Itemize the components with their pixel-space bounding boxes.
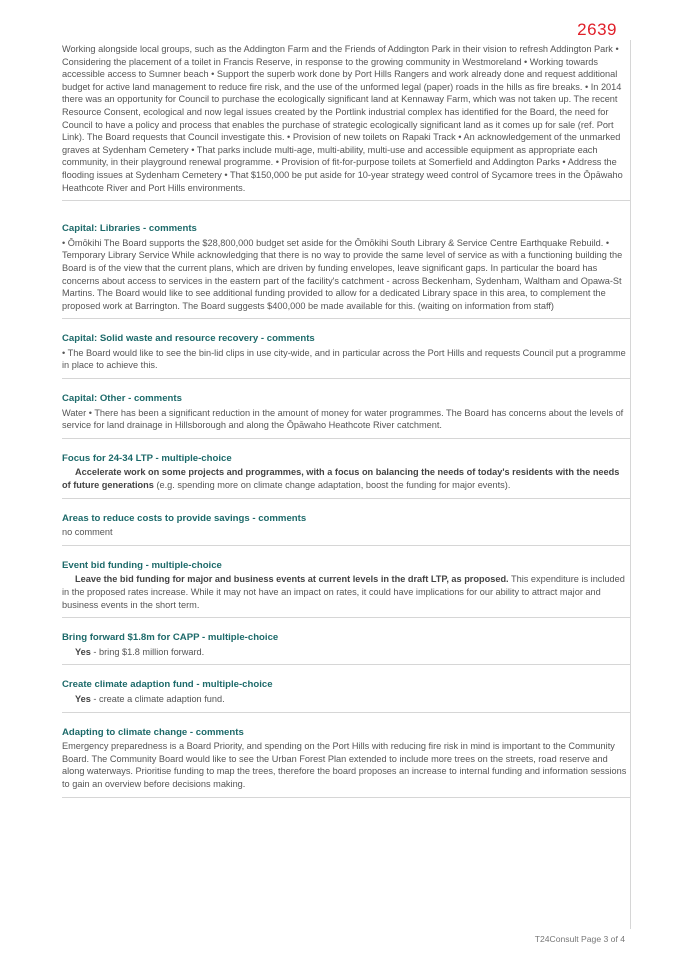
choice-description: - create a climate adaption fund. xyxy=(90,693,225,704)
section-climate-change xyxy=(62,727,630,798)
section-capp xyxy=(62,632,630,665)
section-text: Water • There has been a significant reduction in the amount of money for water programmes. The Board has concerns about the levels of service for land drainage in Hillsborough and along the Ōpāwaho Heathcote River catchment. xyxy=(62,407,624,431)
section-heading: Create climate adaption fund - multiple-choice xyxy=(62,679,273,691)
choice-selected-label: Yes xyxy=(75,646,91,657)
section-text: no comment xyxy=(62,527,113,538)
section-reduce-costs xyxy=(62,513,630,546)
section-heading: Capital: Solid waste and resource recovery - comments xyxy=(62,333,315,345)
section-heading: Capital: Other - comments xyxy=(62,393,182,405)
intro-section xyxy=(62,43,630,201)
section-capital-other xyxy=(62,393,630,439)
section-climate-fund xyxy=(62,679,630,712)
section-text: Emergency preparedness is a Board Priority, and spending on the Port Hills with reducing fire risk in mind is important to the Community Board. The Community Board would like to see the Urban Forest Plan extended to include more trees on the streets, road reserve and along waterways. Prioritise funding to map the trees, therefore the board proposes an increase to internal funding and information sessions to gain an overview before decisions making. xyxy=(62,741,627,789)
choice-description: - bring $1.8 million forward. xyxy=(90,646,205,657)
selected-choice xyxy=(62,573,630,611)
section-capital-libraries xyxy=(62,223,630,319)
section-event-bid-funding xyxy=(62,560,630,618)
section-focus-ltp xyxy=(62,453,630,499)
section-capital-solid-waste xyxy=(62,333,630,379)
right-border-rule xyxy=(630,40,631,929)
choice-description: (e.g. spending more on climate change adaptation, boost the funding for major events). xyxy=(153,480,511,491)
choice-selected-label: Accelerate work on some projects and programmes, with a focus on balancing the needs of today's residents with the needs of future generations xyxy=(62,467,620,491)
section-heading: Focus for 24-34 LTP - multiple-choice xyxy=(62,452,232,464)
intro-text: Working alongside local groups, such as the Addington Farm and the Friends of Addington Park in their vision to refresh Addington Park • Considering the placement of a toilet in Francis Reserve, in response to the growing community in Westmoreland • Working towards accessible access to Sumner beach • Support the superb work done by Port Hills Rangers and work already done and request additional budget for active land management to reduce fire risk, and the use of the unformed legal (paper) roads in the hills as fire breaks. • In 2014 there was an opportunity for Council to purchase the ecologically significant land at Kennaway Farm, which was not taken up. The recent Resource Consent, ecological and now legal issues created by the Portlink industrial complex has identified for the Board, the need for Council to have a policy and process that enables the purchase of strategic ecologically significant land as it comes up for sale (ref. Port Link). The Board requests that Council investigate this. • Provision of new toilets on Rapaki Track • An acknowledgement of the unmarked graves at Sydenham Cemetery • That parks include multi-age, multi-ability, multi-use and accessible equipment as appropriate each community, in their playground renewal programme. • Provision of fit-for-purpose toilets at Somerfield and Addington Parks • Address the flooding issues at Sydenham Cemetery • That $150,000 be put aside for 10-year strategy weed control of Sycamore trees in the Ōpāwaho Heathcote River and Port Hills environments. xyxy=(62,44,623,193)
selected-choice xyxy=(62,466,630,491)
choice-selected-label: Yes xyxy=(75,693,91,704)
section-text: • The Board would like to see the bin-lid clips in use city-wide, and in particular across the Port Hills and requests Council put a programme in place to achieve this. xyxy=(62,347,626,371)
section-heading: Bring forward $1.8m for CAPP - multiple-choice xyxy=(62,632,279,644)
page-footer: T24Consult Page 3 of 4 xyxy=(534,934,625,944)
section-heading: Event bid funding - multiple-choice xyxy=(62,559,222,571)
selected-choice xyxy=(62,646,630,659)
section-text: • Ōmōkihi The Board supports the $28,800,000 budget set aside for the Ōmōkihi South Library & Service Centre Earthquake Rebuild. • Temporary Library Service While acknowledging that there is no way to provide the same level of service as with a functioning building the Board is of the view that the current plans, which are driven by funding envelopes, leave significant gaps. In particular the board has concerns about access to services in the eastern part of the facility's catchment - across Beckenham, Sydenham, Waltham and Opawa-St Martins. The Board would like to see additional funding provided to allow for a dedicated Library space in this area, to complement the proposed work at Barrington. The Board suggests $400,000 be made available for this. (waiting on information from staff) xyxy=(62,237,623,311)
submission-content xyxy=(62,43,630,812)
section-heading: Adapting to climate change - comments xyxy=(62,726,244,738)
choice-description: This expenditure is included in the proposed rates increase. While it may not have an impact on rates, it could have implications for our ability to attract major and business events in the short term. xyxy=(62,574,625,610)
choice-selected-label: Leave the bid funding for major and business events at current levels in the draft LTP, as proposed. xyxy=(75,574,509,585)
page-number: 2639 xyxy=(577,20,617,39)
selected-choice xyxy=(62,693,630,706)
section-heading: Capital: Libraries - comments xyxy=(62,223,197,235)
section-heading: Areas to reduce costs to provide savings - comments xyxy=(62,512,307,524)
